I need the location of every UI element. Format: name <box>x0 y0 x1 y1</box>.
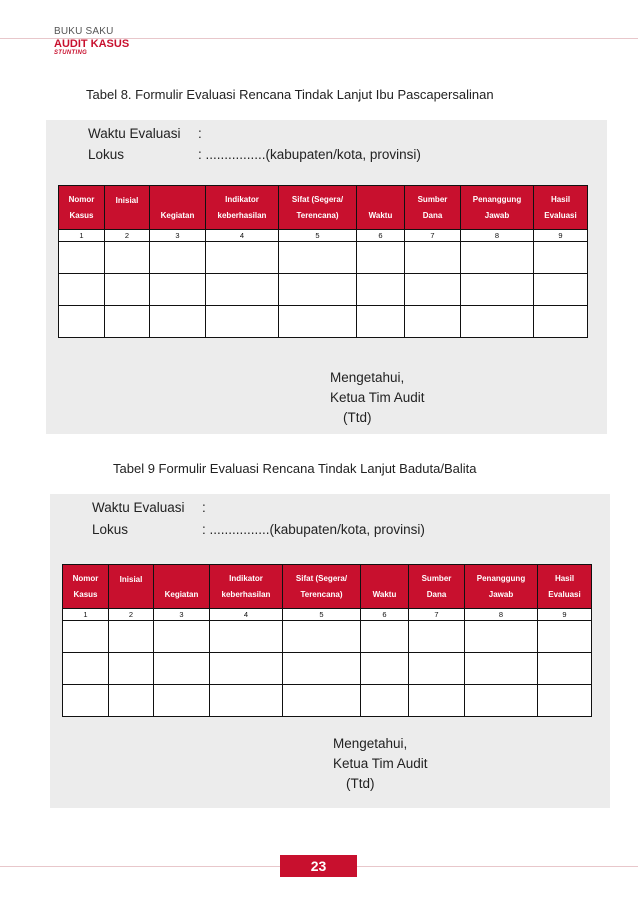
col-header-indikator: Indikator keberhasilan <box>206 186 279 230</box>
column-number-row <box>59 230 588 242</box>
table-9-waktu-row <box>92 500 206 515</box>
empty-cell[interactable] <box>206 306 279 338</box>
col-number: 2 <box>105 230 150 242</box>
col-number: 5 <box>283 609 361 621</box>
ketua-tim-audit-text: Ketua Tim Audit <box>330 390 425 405</box>
col-header-inisial: Inisial <box>109 565 154 609</box>
empty-cell[interactable] <box>59 242 105 274</box>
table-row <box>63 653 592 685</box>
col-number: 8 <box>461 230 534 242</box>
col-number: 3 <box>154 609 210 621</box>
table-8-signature <box>330 368 425 428</box>
page-number: 23 <box>280 855 357 877</box>
empty-cell[interactable] <box>461 274 534 306</box>
lokus-label: Lokus <box>88 147 125 162</box>
col-number: 9 <box>538 609 592 621</box>
empty-cell[interactable] <box>63 653 109 685</box>
table-9-signature <box>333 734 428 794</box>
empty-cell[interactable] <box>357 274 405 306</box>
col-number: 8 <box>465 609 538 621</box>
empty-cell[interactable] <box>59 306 105 338</box>
col-header-kegiatan: Kegiatan <box>150 186 206 230</box>
ketua-tim-audit-text: Ketua Tim Audit <box>333 756 428 771</box>
mengetahui-text: Mengetahui, <box>330 370 405 385</box>
empty-cell[interactable] <box>357 306 405 338</box>
empty-cell[interactable] <box>405 242 461 274</box>
empty-cell[interactable] <box>109 685 154 717</box>
empty-cell[interactable] <box>105 306 150 338</box>
empty-cell[interactable] <box>154 653 210 685</box>
empty-cell[interactable] <box>63 621 109 653</box>
col-number: 4 <box>206 230 279 242</box>
waktu-evaluasi-value: : <box>202 500 206 515</box>
empty-cell[interactable] <box>465 685 538 717</box>
waktu-evaluasi-label: Waktu Evaluasi <box>88 126 181 141</box>
table-8-form <box>58 185 588 338</box>
col-header-indikator: Indikator keberhasilan <box>210 565 283 609</box>
empty-cell[interactable] <box>461 242 534 274</box>
table-header-row <box>59 186 588 230</box>
empty-cell[interactable] <box>206 274 279 306</box>
col-header-kegiatan: Kegiatan <box>154 565 210 609</box>
empty-cell[interactable] <box>210 685 283 717</box>
empty-cell[interactable] <box>409 685 465 717</box>
col-header-waktu: Waktu <box>357 186 405 230</box>
lokus-value: : ................(kabupaten/kota, provinsi) <box>202 522 425 537</box>
empty-cell[interactable] <box>109 621 154 653</box>
empty-cell[interactable] <box>279 274 357 306</box>
col-header-sifat: Sifat (Segera/ Terencana) <box>283 565 361 609</box>
empty-cell[interactable] <box>154 685 210 717</box>
empty-cell[interactable] <box>538 621 592 653</box>
empty-cell[interactable] <box>357 242 405 274</box>
empty-cell[interactable] <box>150 306 206 338</box>
empty-cell[interactable] <box>361 653 409 685</box>
empty-cell[interactable] <box>154 621 210 653</box>
empty-cell[interactable] <box>105 274 150 306</box>
empty-cell[interactable] <box>210 621 283 653</box>
col-header-sumber-dana: Sumber Dana <box>409 565 465 609</box>
waktu-evaluasi-value: : <box>198 126 202 141</box>
col-number: 2 <box>109 609 154 621</box>
table-8-caption: Tabel 8. Formulir Evaluasi Rencana Tindak Lanjut Ibu Pascapersalinan <box>86 87 494 102</box>
table-8-lokus-row <box>88 147 421 162</box>
col-number: 4 <box>210 609 283 621</box>
col-header-penanggung-jawab: Penanggung Jawab <box>461 186 534 230</box>
empty-cell[interactable] <box>409 653 465 685</box>
empty-cell[interactable] <box>534 306 588 338</box>
col-number: 1 <box>63 609 109 621</box>
ttd-text: (Ttd) <box>346 776 375 791</box>
empty-cell[interactable] <box>361 685 409 717</box>
col-header-waktu: Waktu <box>361 565 409 609</box>
col-header-hasil-evaluasi: Hasil Evaluasi <box>534 186 588 230</box>
col-header-hasil-evaluasi: Hasil Evaluasi <box>538 565 592 609</box>
table-9-caption: Tabel 9 Formulir Evaluasi Rencana Tindak Lanjut Baduta/Balita <box>113 461 477 476</box>
col-header-inisial: Inisial <box>105 186 150 230</box>
col-number: 1 <box>59 230 105 242</box>
empty-cell[interactable] <box>105 242 150 274</box>
table-8-waktu-row <box>88 126 202 141</box>
empty-cell[interactable] <box>109 653 154 685</box>
mengetahui-text: Mengetahui, <box>333 736 408 751</box>
col-header-penanggung-jawab: Penanggung Jawab <box>465 565 538 609</box>
col-header-sifat: Sifat (Segera/ Terencana) <box>279 186 357 230</box>
empty-cell[interactable] <box>206 242 279 274</box>
col-number: 9 <box>534 230 588 242</box>
lokus-label: Lokus <box>92 522 129 537</box>
col-number: 7 <box>409 609 465 621</box>
empty-cell[interactable] <box>409 621 465 653</box>
empty-cell[interactable] <box>279 306 357 338</box>
empty-cell[interactable] <box>538 685 592 717</box>
empty-cell[interactable] <box>361 621 409 653</box>
col-header-sumber-dana: Sumber Dana <box>405 186 461 230</box>
column-number-row <box>63 609 592 621</box>
table-9-lokus-row <box>92 522 425 537</box>
empty-cell[interactable] <box>59 274 105 306</box>
book-brand <box>54 27 129 56</box>
col-number: 6 <box>361 609 409 621</box>
empty-cell[interactable] <box>405 274 461 306</box>
brand-line-2: AUDIT KASUS <box>54 38 130 50</box>
empty-cell[interactable] <box>534 242 588 274</box>
table-row <box>59 306 588 338</box>
brand-line-1: BUKU SAKU <box>54 26 114 37</box>
empty-cell[interactable] <box>461 306 534 338</box>
table-row <box>63 621 592 653</box>
empty-cell[interactable] <box>63 685 109 717</box>
empty-cell[interactable] <box>283 653 361 685</box>
lokus-value: : ................(kabupaten/kota, provinsi) <box>198 147 421 162</box>
empty-cell[interactable] <box>465 653 538 685</box>
empty-cell[interactable] <box>465 621 538 653</box>
empty-cell[interactable] <box>283 685 361 717</box>
col-number: 5 <box>279 230 357 242</box>
empty-cell[interactable] <box>405 306 461 338</box>
brand-line-3: STUNTING <box>54 50 88 56</box>
empty-cell[interactable] <box>150 274 206 306</box>
col-header-nomor-kasus: Nomor Kasus <box>59 186 105 230</box>
empty-cell[interactable] <box>283 621 361 653</box>
table-9-form <box>62 564 592 717</box>
col-number: 6 <box>357 230 405 242</box>
table-row <box>59 274 588 306</box>
col-number: 3 <box>150 230 206 242</box>
table-row <box>59 242 588 274</box>
empty-cell[interactable] <box>538 653 592 685</box>
ttd-text: (Ttd) <box>343 410 372 425</box>
col-number: 7 <box>405 230 461 242</box>
empty-cell[interactable] <box>534 274 588 306</box>
table-row <box>63 685 592 717</box>
table-header-row <box>63 565 592 609</box>
waktu-evaluasi-label: Waktu Evaluasi <box>92 500 185 515</box>
empty-cell[interactable] <box>150 242 206 274</box>
empty-cell[interactable] <box>279 242 357 274</box>
col-header-nomor-kasus: Nomor Kasus <box>63 565 109 609</box>
empty-cell[interactable] <box>210 653 283 685</box>
